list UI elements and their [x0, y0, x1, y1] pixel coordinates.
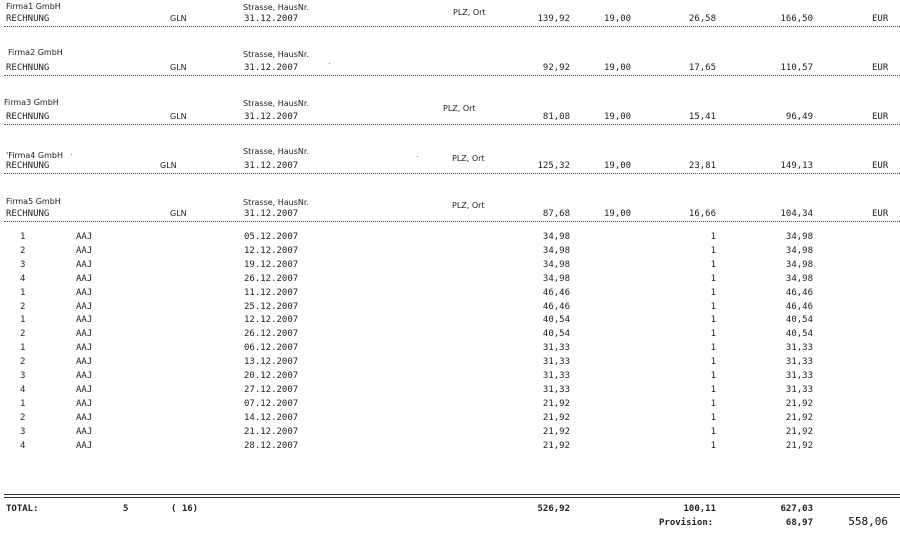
item-price: 34,98: [542, 274, 570, 284]
total-item-count: ( 16): [171, 504, 199, 514]
company-name: Firma1 GmbH: [6, 2, 61, 11]
item-date: 13.12.2007: [244, 357, 299, 367]
company-name: Firma5 GmbH: [6, 197, 61, 206]
item-code: AAJ: [76, 274, 93, 284]
item-quantity: 1: [710, 427, 716, 437]
currency: EUR: [872, 209, 889, 219]
document-type: RECHNUNG: [6, 63, 50, 73]
item-position: 2: [20, 302, 26, 312]
item-position: 1: [20, 232, 26, 242]
item-position: 4: [20, 385, 26, 395]
item-price: 21,92: [542, 427, 570, 437]
vat-amount: 23,81: [688, 161, 716, 171]
item-date: 21.12.2007: [244, 427, 299, 437]
currency: EUR: [872, 112, 889, 122]
item-total: 34,98: [785, 260, 813, 270]
net-amount: 139,92: [537, 14, 570, 24]
item-position: 1: [20, 315, 26, 325]
document-type: RECHNUNG: [6, 161, 50, 171]
gln-label: GLN: [170, 63, 187, 72]
item-position: 2: [20, 357, 26, 367]
item-position: 3: [20, 427, 26, 437]
item-total: 46,46: [785, 288, 813, 298]
item-position: 2: [20, 413, 26, 423]
item-price: 21,92: [542, 413, 570, 423]
scan-speck: [329, 63, 330, 64]
item-quantity: 1: [710, 260, 716, 270]
total-vat: 100,11: [683, 504, 716, 514]
document-type: RECHNUNG: [6, 112, 50, 122]
total-gross: 627,03: [780, 504, 813, 514]
item-total: 46,46: [785, 302, 813, 312]
gln-label: GLN: [160, 161, 177, 170]
item-position: 1: [20, 288, 26, 298]
item-position: 3: [20, 371, 26, 381]
item-total: 21,92: [785, 399, 813, 409]
street-address: Strasse, HausNr.: [243, 147, 309, 156]
item-date: 26.12.2007: [244, 329, 299, 339]
provision-amount: 68,97: [785, 518, 813, 528]
gln-label: GLN: [170, 112, 187, 121]
city: PLZ, Ort: [452, 154, 485, 163]
total-net: 526,92: [537, 504, 570, 514]
item-price: 34,98: [542, 232, 570, 242]
company-name: 'Firma4 GmbH: [6, 151, 64, 160]
invoice-date: 31.12.2007: [244, 161, 299, 171]
item-code: AAJ: [76, 302, 93, 312]
row-separator: [4, 124, 900, 125]
vat-amount: 16,66: [688, 209, 716, 219]
item-quantity: 1: [710, 413, 716, 423]
item-price: 46,46: [542, 288, 570, 298]
item-code: AAJ: [76, 371, 93, 381]
vat-rate: 19,00: [604, 209, 632, 219]
item-position: 2: [20, 329, 26, 339]
item-price: 31,33: [542, 371, 570, 381]
currency: EUR: [872, 14, 889, 24]
item-quantity: 1: [710, 441, 716, 451]
document-type: RECHNUNG: [6, 14, 50, 24]
item-price: 40,54: [542, 329, 570, 339]
gln-label: GLN: [170, 209, 187, 218]
item-quantity: 1: [710, 232, 716, 242]
total-label: TOTAL:: [6, 504, 39, 514]
scan-speck: [417, 156, 418, 157]
item-quantity: 1: [710, 343, 716, 353]
document-type: RECHNUNG: [6, 209, 50, 219]
vat-amount: 17,65: [688, 63, 716, 73]
item-code: AAJ: [76, 315, 93, 325]
item-date: 05.12.2007: [244, 232, 299, 242]
item-price: 31,33: [542, 385, 570, 395]
item-quantity: 1: [710, 329, 716, 339]
item-total: 21,92: [785, 413, 813, 423]
vat-rate: 19,00: [604, 63, 632, 73]
item-code: AAJ: [76, 260, 93, 270]
street-address: Strasse, HausNr.: [243, 3, 309, 12]
item-date: 25.12.2007: [244, 302, 299, 312]
item-price: 21,92: [542, 441, 570, 451]
net-amount: 125,32: [537, 161, 570, 171]
item-date: 11.12.2007: [244, 288, 299, 298]
item-code: AAJ: [76, 232, 93, 242]
invoice-date: 31.12.2007: [244, 112, 299, 122]
item-quantity: 1: [710, 399, 716, 409]
invoice-date: 31.12.2007: [244, 63, 299, 73]
scan-speck: [71, 154, 72, 155]
total-invoice-count: 5: [123, 504, 129, 514]
item-quantity: 1: [710, 246, 716, 256]
item-total: 31,33: [785, 371, 813, 381]
vat-rate: 19,00: [604, 14, 632, 24]
item-total: 31,33: [785, 357, 813, 367]
item-quantity: 1: [710, 315, 716, 325]
final-amount: 558,06: [848, 515, 888, 528]
currency: EUR: [872, 63, 889, 73]
item-total: 31,33: [785, 343, 813, 353]
item-code: AAJ: [76, 399, 93, 409]
gross-amount: 96,49: [785, 112, 813, 122]
net-amount: 92,92: [542, 63, 570, 73]
item-total: 40,54: [785, 315, 813, 325]
gross-amount: 149,13: [780, 161, 813, 171]
item-price: 21,92: [542, 399, 570, 409]
item-code: AAJ: [76, 288, 93, 298]
item-quantity: 1: [710, 274, 716, 284]
item-position: 4: [20, 441, 26, 451]
gross-amount: 104,34: [780, 209, 813, 219]
totals-rule-top: [4, 494, 900, 495]
row-separator: [4, 26, 900, 27]
item-total: 34,98: [785, 232, 813, 242]
item-code: AAJ: [76, 413, 93, 423]
item-price: 31,33: [542, 357, 570, 367]
item-total: 40,54: [785, 329, 813, 339]
item-code: AAJ: [76, 329, 93, 339]
row-separator: [4, 221, 900, 222]
net-amount: 81,08: [542, 112, 570, 122]
gross-amount: 166,50: [780, 14, 813, 24]
street-address: Strasse, HausNr.: [243, 198, 309, 207]
item-position: 3: [20, 260, 26, 270]
item-date: 12.12.2007: [244, 246, 299, 256]
item-position: 2: [20, 246, 26, 256]
item-date: 27.12.2007: [244, 385, 299, 395]
gross-amount: 110,57: [780, 63, 813, 73]
invoice-date: 31.12.2007: [244, 14, 299, 24]
item-position: 1: [20, 343, 26, 353]
street-address: Strasse, HausNr.: [243, 50, 309, 59]
item-quantity: 1: [710, 385, 716, 395]
item-date: 19.12.2007: [244, 260, 299, 270]
vat-amount: 26,58: [688, 14, 716, 24]
item-quantity: 1: [710, 288, 716, 298]
item-date: 12.12.2007: [244, 315, 299, 325]
item-total: 34,98: [785, 246, 813, 256]
item-total: 21,92: [785, 427, 813, 437]
vat-amount: 15,41: [688, 112, 716, 122]
item-date: 06.12.2007: [244, 343, 299, 353]
gln-label: GLN: [170, 14, 187, 23]
row-separator: [4, 75, 900, 76]
vat-rate: 19,00: [604, 112, 632, 122]
street-address: Strasse, HausNr.: [243, 99, 309, 108]
row-separator: [4, 173, 900, 174]
item-price: 46,46: [542, 302, 570, 312]
item-price: 40,54: [542, 315, 570, 325]
item-total: 31,33: [785, 385, 813, 395]
item-code: AAJ: [76, 441, 93, 451]
company-name: Firma3 GmbH: [4, 98, 59, 107]
item-position: 1: [20, 399, 26, 409]
item-quantity: 1: [710, 302, 716, 312]
vat-rate: 19,00: [604, 161, 632, 171]
item-date: 14.12.2007: [244, 413, 299, 423]
item-code: AAJ: [76, 357, 93, 367]
item-code: AAJ: [76, 343, 93, 353]
item-code: AAJ: [76, 385, 93, 395]
item-total: 21,92: [785, 441, 813, 451]
provision-label: Provision:: [659, 518, 714, 528]
item-date: 20.12.2007: [244, 371, 299, 381]
net-amount: 87,68: [542, 209, 570, 219]
totals-rule-bottom: [4, 497, 900, 498]
invoice-date: 31.12.2007: [244, 209, 299, 219]
item-date: 28.12.2007: [244, 441, 299, 451]
item-quantity: 1: [710, 357, 716, 367]
item-price: 34,98: [542, 260, 570, 270]
item-code: AAJ: [76, 246, 93, 256]
company-name: Firma2 GmbH: [8, 48, 63, 57]
city: PLZ, Ort: [452, 201, 485, 210]
item-date: 07.12.2007: [244, 399, 299, 409]
item-code: AAJ: [76, 427, 93, 437]
item-price: 31,33: [542, 343, 570, 353]
city: PLZ, Ort: [443, 104, 476, 113]
item-quantity: 1: [710, 371, 716, 381]
city: PLZ, Ort: [453, 8, 486, 17]
item-price: 34,98: [542, 246, 570, 256]
item-date: 26.12.2007: [244, 274, 299, 284]
currency: EUR: [872, 161, 889, 171]
item-total: 34,98: [785, 274, 813, 284]
item-position: 4: [20, 274, 26, 284]
